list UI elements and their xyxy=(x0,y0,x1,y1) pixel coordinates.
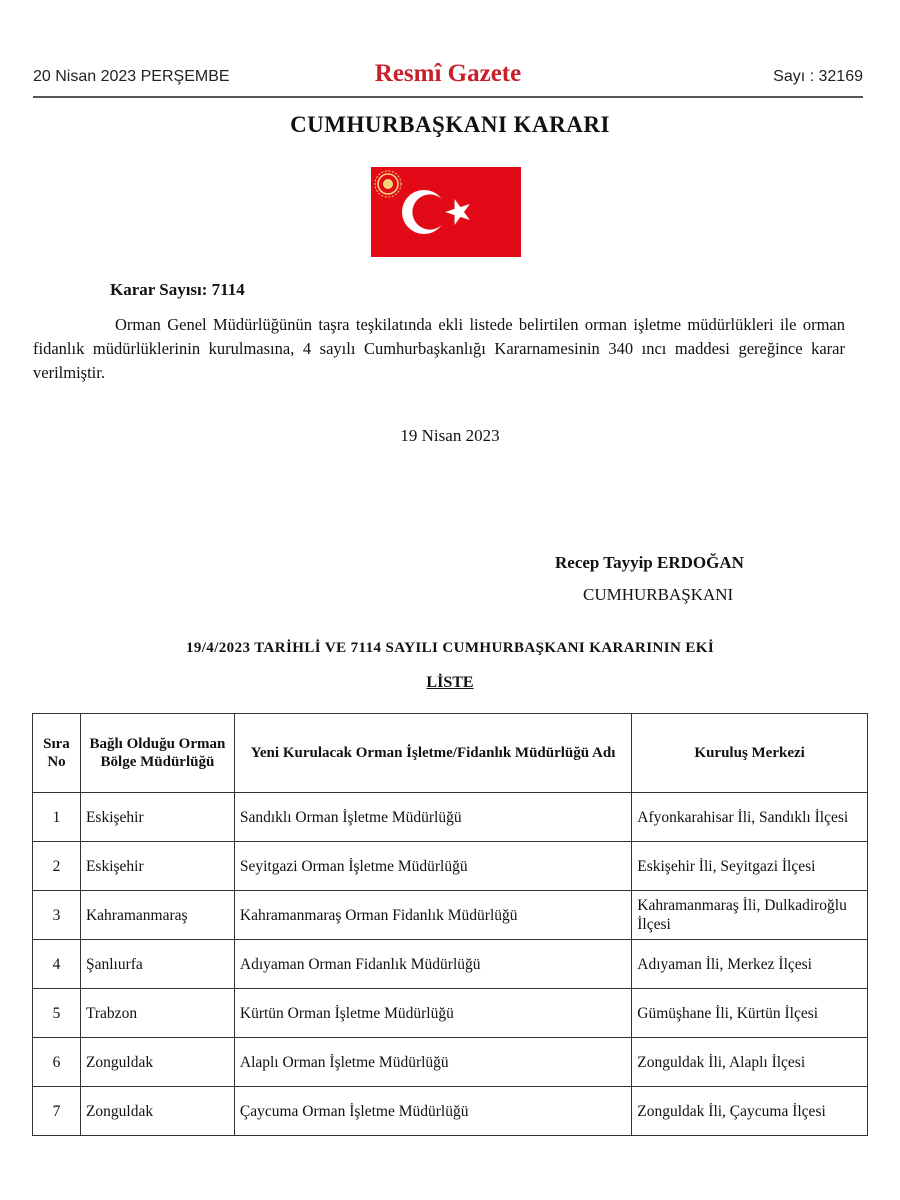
decision-body: Orman Genel Müdürlüğünün taşra teşkilatında ekli listede belirtilen orman işletme müdürlükleri ile orman fidanlık müdürlüklerinin kurulmasına, 4 sayılı Cumhurbaşkanlığı Kararnamesinin 340 ıncı maddesi gereğince karar verilmiştir. xyxy=(33,315,845,382)
gazette-header xyxy=(33,60,863,98)
col-header-sira-no: Sıra No xyxy=(33,714,81,793)
cell-bolge: Kahramanmaraş xyxy=(80,891,234,940)
annex-subtitle: LİSTE xyxy=(426,674,474,691)
annex-table xyxy=(32,713,868,1136)
table-row xyxy=(33,1038,868,1087)
cell-no: 1 xyxy=(33,793,81,842)
table-row xyxy=(33,1087,868,1136)
decision-number: Karar Sayısı: 7114 xyxy=(110,280,245,299)
cell-kurulus-merkezi: Afyonkarahisar İli, Sandıklı İlçesi xyxy=(632,793,868,842)
cell-kurulus-merkezi: Adıyaman İli, Merkez İlçesi xyxy=(632,940,868,989)
cell-no: 6 xyxy=(33,1038,81,1087)
cell-bolge: Şanlıurfa xyxy=(80,940,234,989)
table-row xyxy=(33,989,868,1038)
cell-bolge: Zonguldak xyxy=(80,1038,234,1087)
cell-no: 7 xyxy=(33,1087,81,1136)
cell-kurulus-merkezi: Kahramanmaraş İli, Dulkadiroğlu İlçesi xyxy=(632,891,868,940)
cell-no: 3 xyxy=(33,891,81,940)
cell-no: 2 xyxy=(33,842,81,891)
cell-bolge: Eskişehir xyxy=(80,793,234,842)
annex-title: 19/4/2023 TARİHLİ VE 7114 SAYILI CUMHURBAŞKANI KARARININ EKİ xyxy=(185,640,715,656)
gazette-name: Resmî Gazete xyxy=(374,60,522,87)
cell-kurulus-merkezi: Gümüşhane İli, Kürtün İlçesi xyxy=(632,989,868,1038)
cell-bolge: Zonguldak xyxy=(80,1087,234,1136)
issue-number: Sayı : 32169 xyxy=(773,68,863,85)
cell-mudurluk-adi: Adıyaman Orman Fidanlık Müdürlüğü xyxy=(234,940,631,989)
issue-date: 20 Nisan 2023 PERŞEMBE xyxy=(33,68,230,85)
cell-mudurluk-adi: Kahramanmaraş Orman Fidanlık Müdürlüğü xyxy=(234,891,631,940)
cell-no: 4 xyxy=(33,940,81,989)
col-header-mudurluk-adi: Yeni Kurulacak Orman İşletme/Fidanlık Müdürlüğü Adı xyxy=(234,714,631,793)
table-row xyxy=(33,891,868,940)
cell-kurulus-merkezi: Eskişehir İli, Seyitgazi İlçesi xyxy=(632,842,868,891)
signatory-name: Recep Tayyip ERDOĞAN xyxy=(555,553,744,572)
table-header-row xyxy=(33,714,868,793)
cell-kurulus-merkezi: Zonguldak İli, Çaycuma İlçesi xyxy=(632,1087,868,1136)
table-row xyxy=(33,842,868,891)
cell-mudurluk-adi: Kürtün Orman İşletme Müdürlüğü xyxy=(234,989,631,1038)
turkish-flag-icon xyxy=(371,167,521,257)
decision-date: 19 Nisan 2023 xyxy=(400,426,500,445)
col-header-kurulus-merkezi: Kuruluş Merkezi xyxy=(632,714,868,793)
cell-mudurluk-adi: Çaycuma Orman İşletme Müdürlüğü xyxy=(234,1087,631,1136)
col-header-bolge: Bağlı Olduğu Orman Bölge Müdürlüğü xyxy=(80,714,234,793)
cell-kurulus-merkezi: Zonguldak İli, Alaplı İlçesi xyxy=(632,1038,868,1087)
cell-mudurluk-adi: Seyitgazi Orman İşletme Müdürlüğü xyxy=(234,842,631,891)
cell-mudurluk-adi: Sandıklı Orman İşletme Müdürlüğü xyxy=(234,793,631,842)
cell-bolge: Eskişehir xyxy=(80,842,234,891)
cell-mudurluk-adi: Alaplı Orman İşletme Müdürlüğü xyxy=(234,1038,631,1087)
cell-bolge: Trabzon xyxy=(80,989,234,1038)
signatory-title: CUMHURBAŞKANI xyxy=(583,585,734,604)
document-title: CUMHURBAŞKANI KARARI xyxy=(290,112,610,137)
table-row xyxy=(33,940,868,989)
table-row xyxy=(33,793,868,842)
cell-no: 5 xyxy=(33,989,81,1038)
